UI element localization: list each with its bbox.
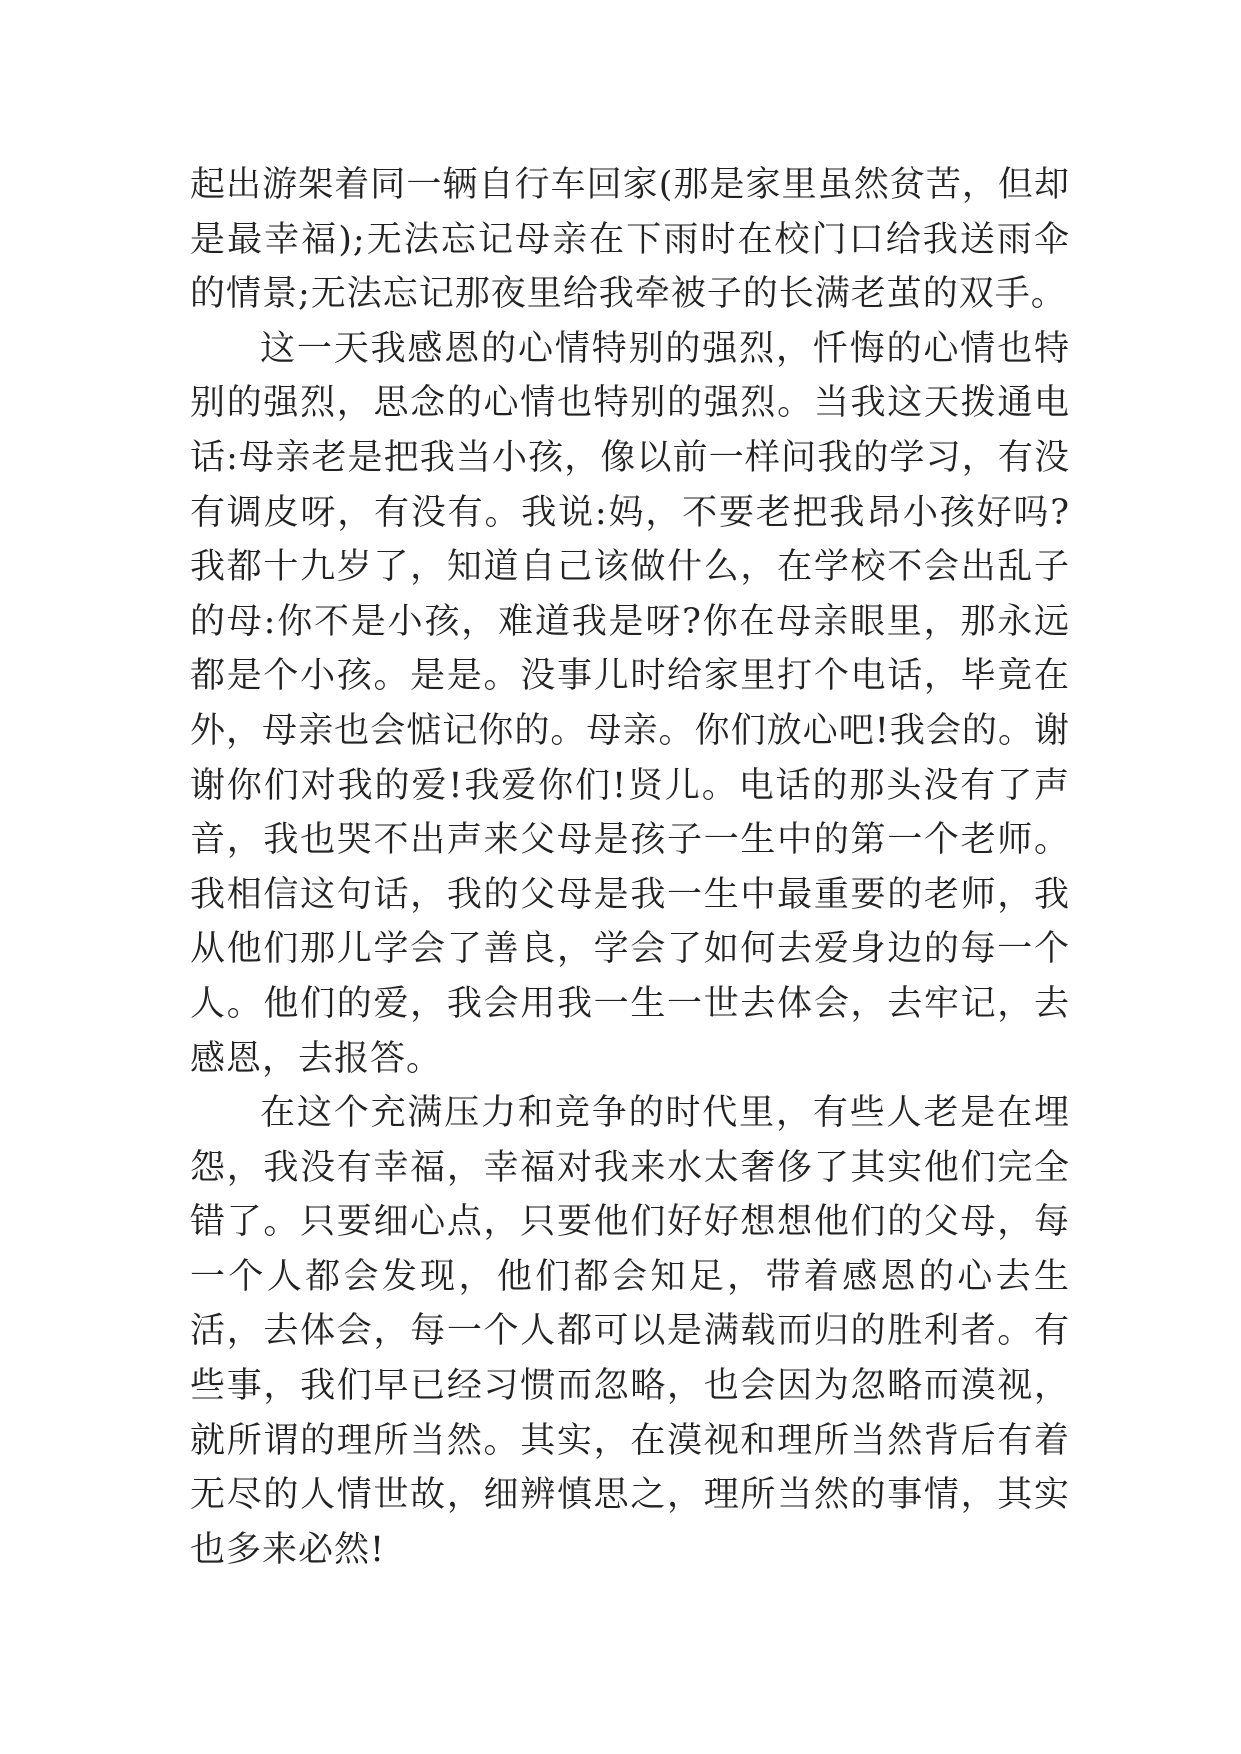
paragraph-gratitude-phone-call: 这一天我感恩的心情特别的强烈，忏悔的心情也特别的强烈，思念的心情也特别的强烈。当我这天拨通电话:母亲老是把我当小孩，像以前一样问我的学习，有没有调皮呀，有没有。我说:妈，不要老把我昂小孩好吗?我都十九岁了，知道自己该做什么，在学校不会出乱子的母:你不是小孩，难道我是呀?你在母亲眼里，那永远都是个小孩。是是。没事儿时给家里打个电话，毕竟在外，母亲也会惦记你的。母亲。你们放心吧!我会的。谢谢你们对我的爱!我爱你们!贤儿。电话的那头没有了声音，我也哭不出声来父母是孩子一生中的第一个老师。我相信这句话，我的父母是我一生中最重要的老师，我从他们那儿学会了善良，学会了如何去爱身边的每一个人。他们的爱，我会用我一生一世去体会，去牢记，去感恩，去报答。 xyxy=(190,328,1070,1079)
document-body xyxy=(190,158,1070,1577)
paragraph-continued: 起出游架着同一辆自行车回家(那是家里虽然贫苦，但却是最幸福);无法忘记母亲在下雨时在校门口给我送雨伞的情景;无法忘记那夜里给我牵被子的长满老茧的双手。 xyxy=(190,165,1070,315)
paragraph-pressure-and-happiness: 在这个充满压力和竞争的时代里，有些人老是在埋怨，我没有幸福，幸福对我来水太奢侈了其实他们完全错了。只要细心点，只要他们好好想想他们的父母，每一个人都会发现，他们都会知足，带着感恩的心去生活，去体会，每一个人都可以是满载而归的胜利者。有些事，我们早已经习惯而忽略，也会因为忽略而漠视，就所谓的理所当然。其实，在漠视和理所当然背后有着无尽的人情世故，细辨慎思之，理所当然的事情，其实也多来必然! xyxy=(190,1093,1070,1570)
